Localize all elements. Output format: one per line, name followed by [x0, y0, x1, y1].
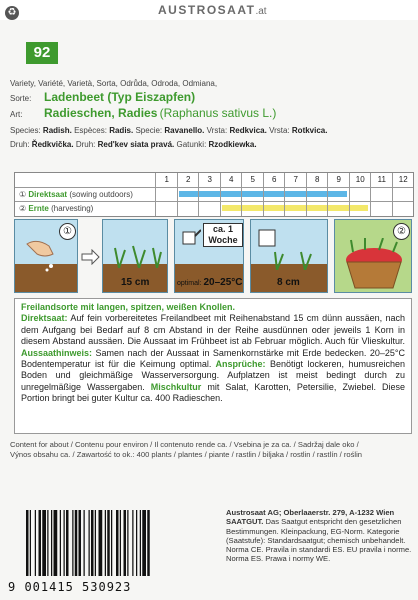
barcode	[12, 510, 212, 586]
week-label: ca. 1 Woche	[203, 223, 243, 247]
variety-translations: Variety, Variété, Varietà, Sorta, Odrůda, Odroda, Odmiana,	[10, 79, 218, 88]
barcode-digits: 9 001415 530923	[8, 580, 132, 594]
growing-steps	[14, 219, 412, 293]
barcode-bar	[66, 510, 69, 576]
barcode-bar	[136, 510, 137, 576]
barcode-bar	[30, 510, 31, 576]
barcode-bar	[111, 510, 112, 576]
month-8: 8	[306, 173, 329, 216]
barcode-bar	[89, 510, 90, 576]
company-info: Austrosaat AG; Oberlaaerstr. 279, A-1232 Wien SAATGUT. Das Saatgut entspricht den gesetzlichen Bestimmungen. Kleinpackung, EG-Norm. Kategorie (Saatstufe): Standardsaatgut; chemisch unbehandelt. Norma CE. Pravila in standardi ES. EU pravila i norme. Norma ES. Prawa i normy WE.	[226, 508, 412, 564]
barcode-bar	[84, 510, 85, 576]
recycle-icon: ♻	[5, 6, 19, 20]
barcode-bar	[35, 510, 36, 576]
month-12: 12	[392, 173, 415, 216]
header-bar	[0, 0, 418, 20]
barcode-bar	[142, 510, 146, 576]
thinning-hand-icon	[255, 226, 321, 270]
barcode-bar	[51, 510, 52, 576]
barcode-bar	[140, 510, 141, 576]
barcode-bar	[47, 510, 48, 576]
barcode-bar	[132, 510, 133, 576]
barcode-bar	[60, 510, 61, 576]
growing-instructions: Freilandsorte mit langen, spitzen, weißen Knollen. Direktsaat: Auf fein vorbereitetes Freilandbeet mit Reihenabstand 15 cm dünn aussäen, nach dem Aufgang bei Bedarf auf 8 cm Abstand in der Reihe ausdünnen oder jeweils 1 Korn in diesem Abstand aussäen. Die Aussaat im Frühbeet ist ab Februar möglich. Auch für Vlieskultur. Aussaathinweis: Samen nach der Aussaat in Samenkornstärke mit Erde bedecken. 20–25°C Bodentemperatur ist für die Keimung optimal. Ansprüche: Benötigt lockeren, humusreichen Boden und gleichmäßige Wasserversorgung. Aufplatzen ist meist bedingt durch zu unregelmäßige Wassergaben. Mischkultur mit Salat, Karotten, Petersilie, Zwiebel. Diese Portion bringt bei guter Kultur ca. 400 Radieschen.	[14, 298, 412, 434]
variety-description: Freilandsorte mit langen, spitzen, weißen Knollen.	[21, 302, 236, 312]
species-name: Radieschen, Radies	[44, 106, 158, 120]
month-7: 7	[284, 173, 307, 216]
month-2: 2	[177, 173, 200, 216]
barcode-bar	[91, 510, 94, 576]
arrow-icon	[80, 249, 100, 265]
art-row: Art: Radieschen, Radies (Raphanus sativus L.)	[10, 106, 277, 120]
calendar-row-sowing-label: ① Direktsaat (sowing outdoors)	[19, 190, 133, 199]
watering-can-icon	[179, 222, 201, 250]
month-3: 3	[198, 173, 221, 216]
content-info: Content for about / Contenu pour environ / Il contenuto rende ca. / Vsebina je za ca. / Sadržaj dale oko / Výnos obsahu ca. / Zawartość to ok.: 400 plants / plantes / piante / rastlin / biljaka / rostlin / rastlín / roślin	[10, 440, 363, 459]
barcode-bar	[147, 510, 150, 576]
barcode-bar	[79, 510, 82, 576]
latin-name: (Raphanus sativus L.)	[159, 106, 277, 120]
month-5: 5	[241, 173, 264, 216]
product-number-badge: 92	[26, 42, 58, 64]
month-6: 6	[263, 173, 286, 216]
barcode-bar	[99, 510, 103, 576]
barcode-bar	[42, 510, 46, 576]
barcode-bar	[54, 510, 58, 576]
brand-logo: AUSTROSAAT.at	[158, 3, 267, 17]
barcode-bar	[72, 510, 73, 576]
seedlings-icon	[109, 234, 163, 268]
barcode-bar	[120, 510, 121, 576]
step-harvest: ②	[334, 219, 412, 293]
barcode-bar	[26, 510, 29, 576]
barcode-bar	[116, 510, 119, 576]
barcode-bar	[105, 510, 106, 576]
month-11: 11	[370, 173, 393, 216]
step-row-spacing: 15 cm	[102, 219, 168, 293]
barcode-bar	[75, 510, 78, 576]
step-germination: ca. 1 Woche optimal: 20–25°C	[174, 219, 244, 293]
hand-sowing-icon	[23, 234, 63, 274]
month-4: 4	[220, 173, 243, 216]
sorte-row: Sorte: Ladenbeet (Typ Eiszapfen)	[10, 90, 196, 104]
barcode-bar	[127, 510, 128, 576]
germination-temperature: 20–25°C	[203, 277, 243, 288]
calendar-row-harvest-label: ② Ernte (harvesting)	[19, 204, 94, 213]
species-translations: Species: Radish. Espèces: Radis. Specie: Ravanello. Vrsta: Redkvica. Vrsta: Rotkvica.	[10, 126, 328, 135]
step-sowing: ①	[14, 219, 78, 293]
barcode-bar	[124, 510, 127, 576]
month-10: 10	[349, 173, 372, 216]
druh-translations: Druh: Ředkvička. Druh: Red'kev siata pravá. Gatunki: Rzodkiewka.	[10, 140, 257, 149]
step-thinning: 8 cm	[250, 219, 328, 293]
radish-basket-icon	[339, 238, 409, 290]
barcode-bar	[64, 510, 65, 576]
month-1: 1	[155, 173, 178, 216]
barcode-bar	[39, 510, 42, 576]
barcode-bar	[95, 510, 96, 576]
barcode-bar	[107, 510, 110, 576]
variety-name: Ladenbeet (Typ Eiszapfen)	[44, 90, 196, 104]
month-9: 9	[327, 173, 350, 216]
sowing-calendar	[14, 172, 414, 217]
